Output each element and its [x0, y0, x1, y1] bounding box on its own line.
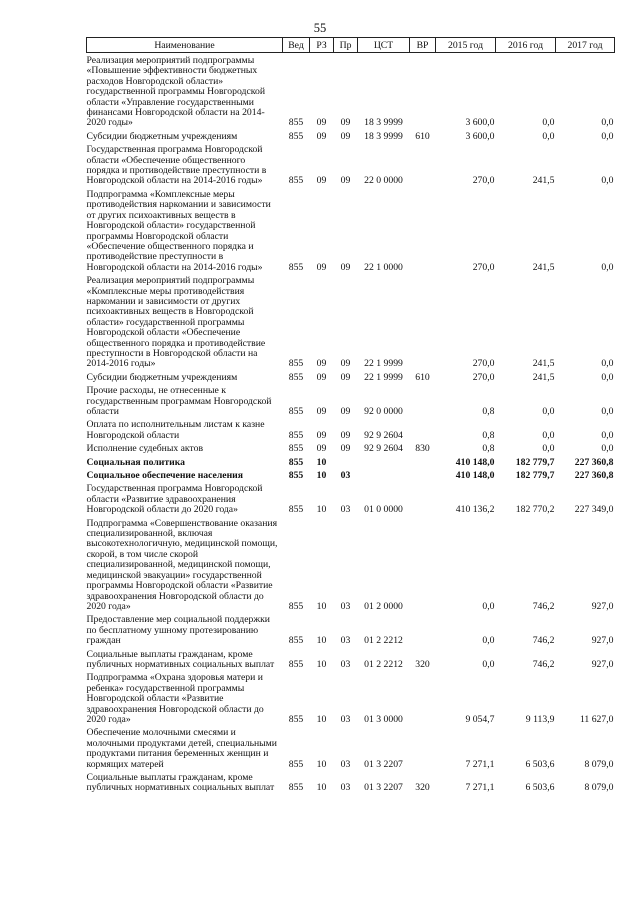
- row-rz: 09: [316, 371, 327, 383]
- row-cst: 92 9 2604: [364, 443, 403, 455]
- row-name: Реализация мероприятий подпрограммы «Комплексные меры противодействия наркомании и зависимости от других психоактивных веществ в Новгородской области» государственной программы Новгородской области «Обеспечение общественного порядка и противодействие преступности в Новгородской области на 2014-2016 годы»: [86, 275, 266, 370]
- row-value-2015: 270,0: [472, 371, 495, 383]
- row-cst: 01 0 0000: [364, 504, 403, 516]
- row-ved: 855: [288, 600, 304, 612]
- row-rz: 10: [316, 470, 327, 482]
- row-ved: 855: [288, 713, 304, 725]
- row-ved: 855: [288, 658, 304, 670]
- row-cst: 22 1 0000: [364, 261, 403, 273]
- row-pr: 09: [340, 443, 351, 455]
- table-row: [87, 383, 615, 417]
- row-name: Субсидии бюджетным учреждениям: [86, 130, 238, 142]
- row-cst: [358, 455, 410, 468]
- header-ved: Вед: [283, 38, 310, 53]
- row-value-2016: 746,2: [532, 600, 555, 612]
- row-vr: 320: [415, 658, 430, 670]
- row-value-2015: 0,8: [482, 443, 495, 455]
- row-value-2015: 7 271,1: [465, 782, 495, 794]
- table-row: [87, 612, 615, 646]
- row-value-2016: 241,5: [532, 175, 555, 187]
- header-pr: Пр: [334, 38, 358, 53]
- row-name: Субсидии бюджетным учреждениям: [86, 371, 238, 383]
- row-ved: 855: [288, 117, 304, 129]
- row-value-2015: 7 271,1: [465, 758, 495, 770]
- row-name: Подпрограмма «Охрана здоровья матери и ребенка» государственной программы Новгородской области «Развитие здравоохранения Новгородской области до 2020 года»: [86, 672, 264, 725]
- row-name: Государственная программа Новгородской области «Обеспечение общественного порядка и противодействие преступности в Новгородской области на 2014-2016 годы»: [86, 144, 267, 187]
- row-rz: 09: [316, 429, 327, 441]
- table-row: [87, 441, 615, 454]
- row-pr: 03: [340, 470, 351, 482]
- row-vr: [410, 612, 436, 646]
- row-pr: 09: [340, 175, 351, 187]
- table-row: [87, 142, 615, 187]
- row-value-2017: 0,0: [601, 429, 614, 441]
- row-name: Социальная политика: [86, 456, 186, 468]
- row-pr: 09: [340, 371, 351, 383]
- table-row: [87, 455, 615, 468]
- row-value-2015: 0,0: [482, 600, 495, 612]
- row-value-2015: 270,0: [472, 358, 495, 370]
- row-value-2016: 182 779,7: [515, 470, 555, 482]
- header-vr: ВР: [410, 38, 436, 53]
- page-number: 55: [313, 21, 327, 35]
- row-pr: 03: [340, 635, 351, 647]
- row-value-2016: 6 503,6: [525, 758, 555, 770]
- row-value-2015: 3 600,0: [465, 117, 495, 129]
- row-value-2017: 0,0: [601, 261, 614, 273]
- row-value-2016: 241,5: [532, 371, 555, 383]
- table-row: [87, 725, 615, 770]
- row-name: Социальные выплаты гражданам, кроме публичных нормативных социальных выплат: [86, 648, 275, 670]
- row-name: Обеспечение молочными смесями и молочными продуктами детей, специальными продуктами питания беременных женщин и кормящих матерей: [86, 727, 277, 770]
- row-value-2017: 0,0: [601, 406, 614, 417]
- row-vr: [410, 142, 436, 187]
- row-value-2015: 0,8: [482, 406, 495, 417]
- row-pr: 03: [340, 782, 351, 794]
- row-ved: 855: [288, 504, 304, 516]
- row-value-2016: 6 503,6: [525, 782, 555, 794]
- row-value-2017: 227 360,8: [574, 456, 614, 468]
- budget-table: [86, 37, 615, 794]
- table-row: [87, 481, 615, 515]
- row-value-2016: 241,5: [532, 261, 555, 273]
- row-value-2017: 11 627,0: [579, 713, 614, 725]
- row-ved: 855: [288, 358, 304, 370]
- table-row: [87, 770, 615, 794]
- row-value-2015: 410 148,0: [455, 456, 495, 468]
- table-row: [87, 670, 615, 725]
- row-ved: 855: [288, 175, 304, 187]
- row-cst: 22 1 9999: [364, 371, 403, 383]
- row-vr: [410, 516, 436, 613]
- row-value-2016: 0,0: [542, 406, 555, 417]
- row-name: Государственная программа Новгородской области «Развитие здравоохранения Новгородской области до 2020 года»: [86, 483, 263, 516]
- row-pr: 09: [340, 406, 351, 417]
- row-value-2015: 410 148,0: [455, 470, 495, 482]
- row-value-2017: 227 349,0: [574, 504, 614, 516]
- row-value-2016: 241,5: [532, 358, 555, 370]
- table-body: [87, 53, 615, 794]
- row-pr: 03: [340, 600, 351, 612]
- row-ved: 855: [288, 261, 304, 273]
- row-vr: [410, 273, 436, 370]
- row-ved: 855: [288, 429, 304, 441]
- row-vr: 610: [415, 130, 430, 142]
- row-ved: 855: [288, 371, 304, 383]
- row-vr: [410, 53, 436, 129]
- row-vr: 610: [415, 371, 430, 383]
- table-row: [87, 516, 615, 613]
- row-pr: 09: [340, 130, 351, 142]
- row-rz: 10: [316, 504, 327, 516]
- row-rz: 10: [316, 758, 327, 770]
- row-value-2016: 746,2: [532, 658, 555, 670]
- header-2015: 2015 год: [436, 38, 496, 53]
- row-ved: 855: [288, 456, 304, 468]
- row-ved: 855: [288, 782, 304, 794]
- row-rz: 09: [316, 117, 327, 129]
- row-value-2017: 227 360,8: [574, 470, 614, 482]
- row-pr: 09: [340, 261, 351, 273]
- row-value-2017: 0,0: [601, 175, 614, 187]
- row-ved: 855: [288, 758, 304, 770]
- row-rz: 10: [316, 658, 327, 670]
- row-rz: 09: [316, 406, 327, 417]
- row-rz: 10: [316, 713, 327, 725]
- row-rz: 10: [316, 635, 327, 647]
- row-value-2016: 182 779,7: [515, 456, 555, 468]
- row-name: Исполнение судебных актов: [86, 443, 204, 455]
- row-rz: 09: [316, 443, 327, 455]
- row-value-2017: 0,0: [601, 371, 614, 383]
- table-row: [87, 417, 615, 441]
- table-header: [87, 38, 615, 53]
- row-vr: [410, 455, 436, 468]
- row-value-2017: 0,0: [601, 358, 614, 370]
- row-cst: 01 2 0000: [364, 600, 403, 612]
- row-value-2017: 0,0: [601, 443, 614, 455]
- row-ved: 855: [288, 130, 304, 142]
- row-vr: [410, 187, 436, 273]
- row-pr: 09: [340, 117, 351, 129]
- row-vr: [410, 417, 436, 441]
- row-name: Подпрограмма «Комплексные меры противодействия наркомании и зависимости от других психоактивных веществ в Новгородской области» государственной программы Новгородской области «Обеспечение общественного порядка и противодействие преступности в Новгородской области на 2014-2016 годы»: [86, 188, 271, 273]
- header-row: [87, 38, 615, 53]
- row-pr: 03: [340, 658, 351, 670]
- row-vr: [410, 468, 436, 481]
- row-pr: 03: [340, 504, 351, 516]
- row-value-2017: 8 079,0: [584, 758, 614, 770]
- table-row: [87, 468, 615, 481]
- row-pr: 09: [340, 429, 351, 441]
- row-ved: 855: [288, 635, 304, 647]
- row-rz: 10: [316, 782, 327, 794]
- row-value-2015: 9 054,7: [465, 713, 495, 725]
- row-value-2015: 270,0: [472, 175, 495, 187]
- table-row: [87, 129, 615, 142]
- row-rz: 09: [316, 261, 327, 273]
- row-pr: 09: [340, 358, 351, 370]
- row-value-2017: 0,0: [601, 130, 614, 142]
- row-value-2016: 0,0: [542, 443, 555, 455]
- row-value-2016: 746,2: [532, 635, 555, 647]
- row-cst: 01 2 2212: [364, 635, 403, 647]
- row-cst: 01 3 0000: [364, 713, 403, 725]
- row-cst: 18 3 9999: [364, 130, 403, 142]
- row-ved: 855: [288, 470, 304, 482]
- row-value-2015: 0,8: [482, 429, 495, 441]
- header-cst: ЦСТ: [358, 38, 410, 53]
- table-row: [87, 273, 615, 370]
- row-value-2017: 927,0: [591, 658, 614, 670]
- row-cst: 92 9 2604: [364, 429, 403, 441]
- row-pr: [334, 455, 358, 468]
- row-name: Реализация мероприятий подпрограммы «Повышение эффективности бюджетных расходов Новгородской области» государственной программы Новгородской области «Управление государственными финансами Новгородской области на 2014-2020 годы»: [86, 55, 266, 129]
- row-cst: 22 0 0000: [364, 175, 403, 187]
- row-vr: [410, 383, 436, 417]
- row-value-2015: 410 136,2: [455, 504, 495, 516]
- row-pr: 03: [340, 713, 351, 725]
- header-2016: 2016 год: [496, 38, 556, 53]
- row-value-2015: 270,0: [472, 261, 495, 273]
- table-row: [87, 187, 615, 273]
- row-vr: 320: [415, 782, 430, 794]
- row-value-2016: 0,0: [542, 130, 555, 142]
- row-vr: [410, 725, 436, 770]
- row-ved: 855: [288, 443, 304, 455]
- row-name: Оплата по исполнительным листам к казне Новгородской области: [86, 419, 265, 441]
- row-cst: [358, 468, 410, 481]
- row-cst: 01 3 2207: [364, 782, 403, 794]
- row-value-2017: 927,0: [591, 635, 614, 647]
- row-name: Подпрограмма «Совершенствование оказания специализированной, включая высокотехнологичную, медицинской помощи, скорой, в том числе скорой специализированной, медицинской помощи, медицинской эвакуации» государственной программы Новгородской области «Развитие здравоохранения Новгородской области до 2020 года»: [86, 517, 278, 612]
- row-rz: 09: [316, 130, 327, 142]
- row-cst: 01 3 2207: [364, 758, 403, 770]
- row-cst: 01 2 2212: [364, 658, 403, 670]
- row-rz: 10: [316, 600, 327, 612]
- row-value-2015: 3 600,0: [465, 130, 495, 142]
- row-value-2017: 0,0: [601, 117, 614, 129]
- row-cst: 22 1 9999: [364, 358, 403, 370]
- row-vr: [410, 670, 436, 725]
- row-rz: 10: [316, 456, 327, 468]
- row-value-2017: 8 079,0: [584, 782, 614, 794]
- row-rz: 09: [316, 175, 327, 187]
- row-name: Прочие расходы, не отнесенные к государственным программам Новгородской области: [86, 385, 272, 417]
- table-row: [87, 53, 615, 129]
- row-rz: 09: [316, 358, 327, 370]
- row-ved: 855: [288, 406, 304, 417]
- row-vr: [410, 481, 436, 515]
- row-value-2015: 0,0: [482, 658, 495, 670]
- row-name: Социальное обеспечение населения: [86, 470, 243, 482]
- row-value-2016: 0,0: [542, 117, 555, 129]
- row-cst: 18 3 9999: [364, 117, 403, 129]
- row-value-2016: 0,0: [542, 429, 555, 441]
- table-row: [87, 647, 615, 671]
- table-row: [87, 370, 615, 383]
- row-value-2016: 9 113,9: [525, 713, 555, 725]
- header-rz: РЗ: [310, 38, 334, 53]
- row-value-2017: 927,0: [591, 600, 614, 612]
- row-name: Социальные выплаты гражданам, кроме публичных нормативных социальных выплат: [86, 772, 275, 794]
- row-name: Предоставление мер социальной поддержки по бесплатному ушному протезированию граждан: [86, 614, 270, 647]
- row-value-2016: 182 770,2: [515, 504, 555, 516]
- row-vr: 830: [415, 443, 430, 455]
- row-pr: 03: [340, 758, 351, 770]
- row-cst: 92 0 0000: [364, 406, 403, 417]
- header-2017: 2017 год: [556, 38, 615, 53]
- header-name: Наименование: [87, 38, 283, 53]
- row-value-2015: 0,0: [482, 635, 495, 647]
